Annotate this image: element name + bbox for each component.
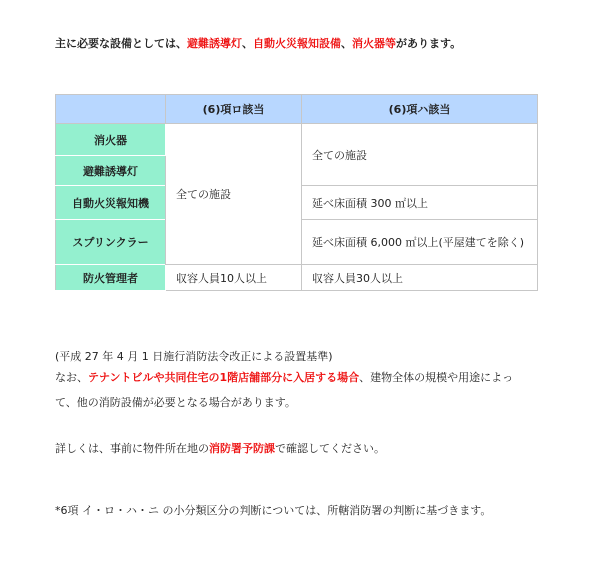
detail-pre: 詳しくは、事前に物件所在地の — [55, 442, 209, 455]
table-row — [56, 265, 538, 291]
note-lead: (平成 27 年 4 月 1 日施行消防法令改正による設置基準) — [55, 350, 333, 363]
intro-item-extinguisher: 消火器等 — [352, 37, 396, 50]
intro-item-evacuation-light: 避難誘導灯 — [187, 37, 242, 50]
intro-separator: 、 — [242, 37, 253, 50]
ro-manager-cell: 収容人員10人以上 — [166, 265, 302, 291]
ha-sprinkler-cell: 延べ床面積 6,000 ㎡以上(平屋建てを除く) — [302, 220, 538, 265]
ha-manager-cell: 収容人員30人以上 — [302, 265, 538, 291]
intro-item-fire-alarm: 自動火災報知設備 — [253, 37, 341, 50]
intro-tail: があります。 — [396, 37, 462, 50]
intro-paragraph — [55, 36, 461, 52]
note-line1-emphasis: テナントビルや共同住宅の1階店舗部分に入居する場合 — [88, 371, 360, 384]
category-fire-alarm: 自動火災報知機 — [56, 186, 166, 220]
table-header-row — [56, 95, 538, 124]
category-sprinkler: スプリンクラー — [56, 220, 166, 265]
note-line1-pre: なお、 — [55, 371, 88, 384]
note-line1-post: 、建物全体の規模や用途によっ — [359, 371, 514, 384]
ha-fire-alarm-cell: 延べ床面積 300 ㎡以上 — [302, 186, 538, 220]
header-6-ha: (6)項ハ該当 — [302, 95, 538, 124]
category-fire-manager: 防火管理者 — [56, 265, 166, 291]
header-6-ro: (6)項ロ該当 — [166, 95, 302, 124]
equipment-table — [55, 94, 538, 291]
ha-all-facilities-cell: 全ての施設 — [302, 124, 538, 186]
detail-emphasis: 消防署予防課 — [209, 442, 275, 455]
ro-all-facilities-cell: 全ての施設 — [166, 124, 302, 265]
table-row — [56, 124, 538, 156]
footnote: *6項 イ・ロ・ハ・ニ の小分類区分の判断については、所轄消防署の判断に基づきます。 — [55, 504, 492, 517]
detail-post: で確認してください。 — [275, 442, 385, 455]
note-line-2: て、他の消防設備が必要となる場合があります。 — [55, 396, 296, 409]
intro-separator: 、 — [341, 37, 352, 50]
category-extinguisher: 消火器 — [56, 124, 166, 156]
intro-lead: 主に必要な設備としては、 — [55, 37, 187, 50]
note-line-1 — [55, 370, 513, 386]
detail-paragraph — [55, 441, 385, 457]
table-corner-cell — [56, 95, 166, 124]
category-evacuation-light: 避難誘導灯 — [56, 156, 166, 186]
